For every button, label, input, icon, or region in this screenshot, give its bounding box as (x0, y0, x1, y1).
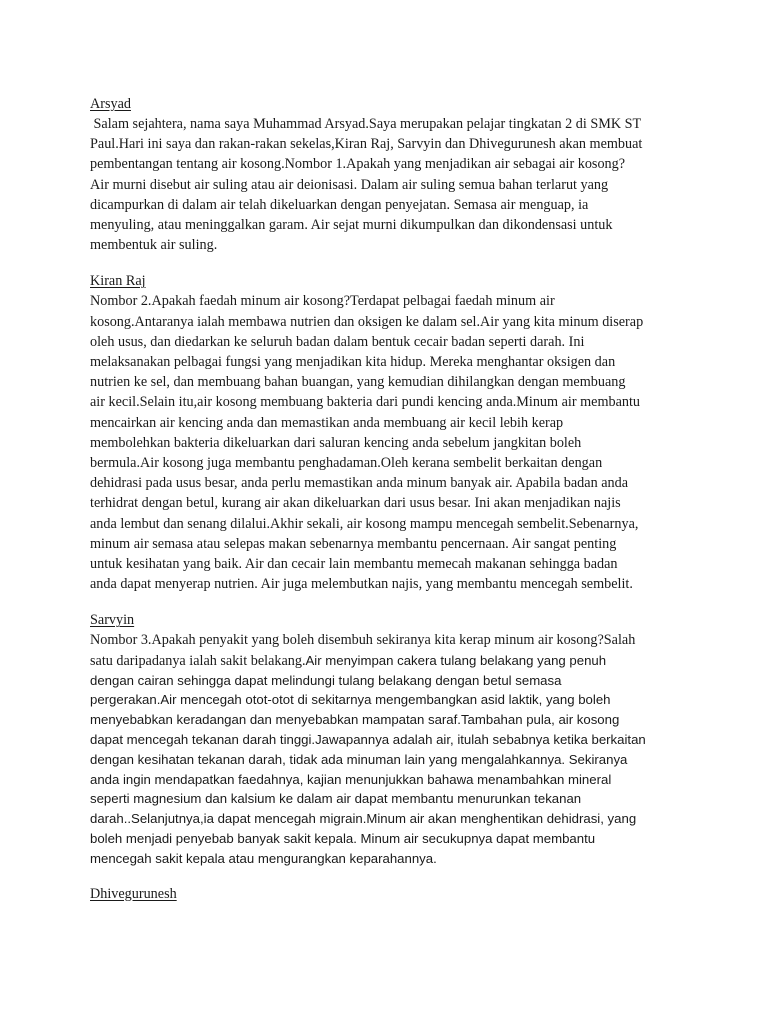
text-line: anda dapat menyerap nutrien. Air juga melembutkan najis, yang membantu mencegah sembelit. (90, 576, 633, 593)
text-line: Nombor 3.Apakah penyakit yang boleh disembuh sekiranya kita kerap minum air kosong?Salah (90, 632, 636, 649)
section-kiran-raj (90, 271, 710, 594)
mixed-font-line (90, 651, 710, 671)
speaker-heading: Kiran Raj (90, 273, 146, 290)
text-line: kosong.Antaranya ialah membawa nutrien dan oksigen ke dalam sel.Air yang kita minum diserap (90, 313, 644, 330)
text-line: oleh usus, dan diedarkan ke seluruh badan dalam bentuk cecair badan seperti darah. Ini (90, 333, 585, 350)
document-page (90, 94, 710, 904)
text-line: anda ingin mendapatkan faedahnya, kajian menunjukkan bahawa menambahkan mineral (90, 771, 612, 787)
text-line: Air murni disebut air suling atau air deionisasi. Dalam air suling semua bahan terlarut yang (90, 176, 609, 193)
section-dhivegurunesh (90, 884, 710, 904)
section-body (90, 114, 710, 255)
section-sarvyin (90, 610, 710, 868)
text-line: membolehkan bakteria dikeluarkan dari saluran kencing anda sebelum jangkitan boleh (90, 434, 582, 451)
text-line: dengan kesihatan tekanan darah, tidak ada minuman lain yang mengalahkannya. Sekiranya (90, 751, 628, 767)
section-body-serif (90, 630, 710, 650)
section-body (90, 291, 710, 594)
text-line: boleh menjadi penyebab banyak sakit kepala. Minum air secukupnya dapat membantu (90, 831, 596, 847)
text-line: untuk kesihatan yang baik. Air dan cecair lain membantu memecah makanan sehingga badan (90, 556, 618, 573)
text-line: seperti magnesium dan kalsium ke dalam air dapat membantu menurunkan tekanan (90, 791, 582, 807)
text-line: dapat mencegah tekanan darah tinggi.Jawapannya adalah air, itulah sebabnya ketika berkaitan (90, 732, 646, 748)
text-line: anda lembut dan senang dilalui.Akhir sekali, air kosong mampu mencegah sembelit.Sebenarnya, (90, 515, 639, 532)
text-line: melaksanakan pelbagai fungsi yang menjadikan kita hidup. Mereka menghantar oksigen dan (90, 354, 616, 371)
paragraph-spacer (90, 255, 710, 271)
speaker-heading: Sarvyin (90, 612, 135, 629)
text-line: menyuling, atau meninggalkan garam. Air sejat murni dikumpulkan dan dikondensasi untuk (90, 217, 613, 234)
paragraph-spacer (90, 869, 710, 884)
text-line: Nombor 2.Apakah faedah minum air kosong?Terdapat pelbagai faedah minum air (90, 293, 555, 310)
text-line: Salam sejahtera, nama saya Muhammad Arsyad.Saya merupakan pelajar tingkatan 2 di SMK ST (90, 116, 642, 132)
text-line: pergerakan.Air mencegah otot-otot di sekitarnya mengembangkan asid laktik, yang boleh (90, 692, 611, 708)
text-line: darah..Selanjutnya,ia dapat mencegah migrain.Minum air akan menghentikan dehidrasi, yang (90, 811, 637, 827)
speaker-heading: Dhivegurunesh (90, 885, 177, 902)
text-line: menyebabkan keradangan dan menyebabkan mampatan saraf.Tambahan pula, air kosong (90, 712, 620, 728)
text-line: minum air semasa atau selepas makan sebenarnya membantu pencernaan. Air sangat penting (90, 535, 617, 552)
text-line: nutrien ke sel, dan membuang bahan buangan, yang kemudian dihilangkan dengan membuang (90, 374, 626, 391)
text-line: dengan cairan sehingga dapat melindungi tulang belakang dengan betul semasa (90, 672, 562, 688)
text-line: Paul.Hari ini saya dan rakan-rakan sekelas,Kiran Raj, Sarvyin dan Dhivegurunesh akan membuat (90, 136, 643, 153)
text-line: terhidrat dengan betul, kurang air akan dikeluarkan dari usus besar. Ini akan menjadikan najis (90, 495, 621, 512)
text-line: dicampurkan di dalam air telah dikeluarkan dengan penyejatan. Semasa air menguap, ia (90, 196, 589, 213)
speaker-heading: Arsyad (90, 96, 131, 112)
text-line: air kecil.Selain itu,air kosong membuang bakteria dari pundi kencing anda.Minum air membantu (90, 394, 641, 411)
text-fragment-serif: satu daripadanya ialah sakit belakang. (90, 652, 306, 669)
section-body-sans (90, 671, 710, 869)
text-line: mencairkan air kencing anda dan memastikan anda membuang air kecil lebih kerap (90, 414, 564, 431)
paragraph-spacer (90, 594, 710, 610)
text-line: mencegah sakit kepala atau mengurangkan keparahannya. (90, 850, 437, 866)
text-fragment-sans: Air menyimpan cakera tulang belakang yang penuh (305, 652, 607, 668)
text-line: dehidrasi pada usus besar, anda perlu memastikan anda minum banyak air. Apabila badan anda (90, 475, 628, 492)
section-arsyad (90, 94, 710, 255)
text-line: membentuk air suling. (90, 237, 218, 254)
text-line: pembentangan tentang air kosong.Nombor 1.Apakah yang menjadikan air sebagai air kosong? (90, 156, 626, 173)
text-line: bermula.Air kosong juga membantu penghadaman.Oleh kerana sembelit berkaitan dengan (90, 455, 603, 472)
